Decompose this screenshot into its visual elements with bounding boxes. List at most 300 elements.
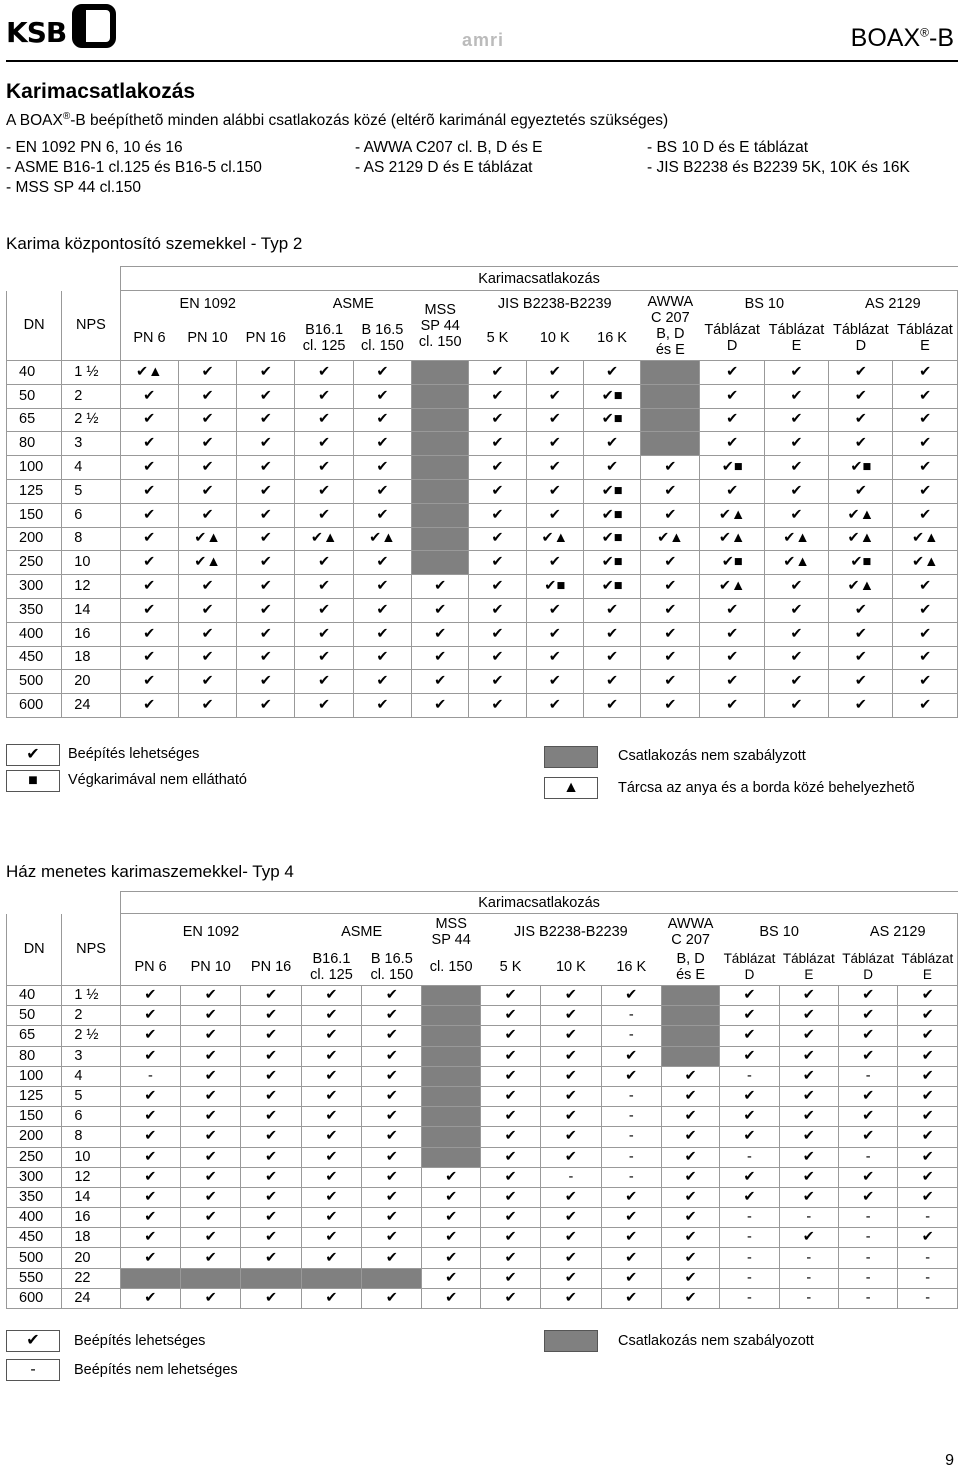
table-cell: ✔▲ — [353, 527, 411, 551]
table-row — [7, 986, 958, 1006]
table-cell: ✔ — [237, 527, 295, 551]
table-cell: ✔ — [764, 384, 828, 408]
table-cell: ✔ — [779, 1086, 838, 1106]
table-cell: ✔ — [469, 670, 526, 694]
cell-nps: 2 — [62, 384, 120, 408]
table-cell: - — [601, 1026, 661, 1046]
table-cell: ✔ — [764, 575, 828, 599]
table-cell: ✔ — [641, 622, 700, 646]
table-cell: ✔ — [362, 1107, 422, 1127]
table-cell: ✔ — [480, 1167, 540, 1187]
section-title-typ2: Karima központosító szemekkel - Typ 2 — [6, 234, 303, 253]
table-cell: ✔ — [898, 1167, 958, 1187]
cell-nps: 2 — [62, 1006, 120, 1026]
table-row — [7, 1086, 958, 1106]
standard-item: - AWWA C207 cl. B, D és E — [355, 139, 543, 156]
standard-item: - BS 10 D és E táblázat — [647, 139, 809, 156]
table-cell: ✔ — [178, 384, 236, 408]
table-cell: ✔■ — [583, 527, 640, 551]
table-cell: ✔ — [541, 1187, 601, 1207]
cell-not-regulated — [412, 503, 469, 527]
table-row — [7, 1107, 958, 1127]
cell-dn: 300 — [7, 1167, 62, 1187]
table-cell: ✔▲ — [829, 575, 893, 599]
table-cell: ✔ — [583, 622, 640, 646]
cell-not-regulated — [641, 432, 700, 456]
table-cell: ✔ — [661, 1268, 719, 1288]
table-cell: ✔ — [295, 384, 353, 408]
header-pn10: PN 10 — [187, 330, 228, 347]
table-cell: ✔ — [422, 1167, 480, 1187]
table-cell: ✔ — [362, 1006, 422, 1026]
cell-not-regulated — [412, 527, 469, 551]
table-cell: ✔ — [526, 551, 583, 575]
table-cell: ✔ — [181, 1208, 241, 1228]
table-cell: ✔ — [237, 456, 295, 480]
table-row — [7, 503, 958, 527]
table-cell: ✔ — [583, 432, 640, 456]
table-cell: ✔ — [295, 456, 353, 480]
table-cell: ✔▲ — [178, 527, 236, 551]
table-cell: ✔ — [301, 1086, 361, 1106]
cell-not-regulated — [412, 551, 469, 575]
page-number: 9 — [945, 1452, 954, 1469]
table-cell: ✔ — [480, 1086, 540, 1106]
table-cell: ✔ — [362, 1187, 422, 1207]
table-cell: ✔ — [893, 479, 958, 503]
table-cell: ✔ — [469, 432, 526, 456]
table-cell: ✔ — [353, 598, 411, 622]
table-cell: ✔ — [295, 598, 353, 622]
cell-not-regulated — [422, 1026, 480, 1046]
table-cell: - — [601, 1086, 661, 1106]
table-cell: ✔▲ — [829, 503, 893, 527]
table-cell: ✔ — [898, 1086, 958, 1106]
table-cell: ✔ — [898, 1026, 958, 1046]
b-logo-icon — [72, 4, 116, 48]
table-cell: ✔ — [839, 1107, 898, 1127]
cell-not-regulated — [641, 361, 700, 385]
table-cell: ✔ — [898, 1066, 958, 1086]
table-cell: - — [839, 1208, 898, 1228]
table-cell: ✔ — [526, 384, 583, 408]
cell-dn: 250 — [7, 1147, 62, 1167]
cell-nps: 22 — [62, 1268, 120, 1288]
table-cell: ✔ — [779, 1127, 838, 1147]
cell-not-regulated — [661, 986, 719, 1006]
header-nps: NPS — [62, 914, 120, 986]
table-cell: - — [839, 1248, 898, 1268]
table-cell: ✔ — [583, 361, 640, 385]
table-cell: ✔ — [237, 408, 295, 432]
table-cell: ✔ — [237, 670, 295, 694]
table-cell: ✔ — [469, 575, 526, 599]
header-pn6: PN 6 — [120, 950, 180, 986]
table-cell: ✔ — [237, 575, 295, 599]
table-cell: ✔ — [764, 456, 828, 480]
table-cell: ✔ — [295, 646, 353, 670]
product-name: BOAX®-B — [850, 24, 954, 52]
table-cell: ✔ — [422, 1208, 480, 1228]
table-cell: ✔ — [641, 598, 700, 622]
table-cell: - — [839, 1288, 898, 1308]
cell-dn: 125 — [7, 479, 62, 503]
section-title-typ4: Ház menetes karimaszemekkel- Typ 4 — [6, 862, 294, 881]
table-cell: ✔ — [541, 986, 601, 1006]
table-cell: ✔ — [601, 1046, 661, 1066]
header-group: Karimacsatlakozás — [120, 267, 957, 291]
header-mss-class: cl. 150 — [429, 959, 473, 976]
table-cell: ✔ — [120, 1107, 180, 1127]
table-cell: ✔ — [301, 1167, 361, 1187]
cell-not-regulated — [412, 432, 469, 456]
cell-dn: 50 — [7, 384, 62, 408]
table-header — [7, 267, 958, 361]
table-cell: ✔ — [541, 1107, 601, 1127]
table-cell: ✔ — [601, 1208, 661, 1228]
table-cell: ✔ — [241, 1147, 301, 1167]
table-cell: ✔▲ — [893, 551, 958, 575]
header-dn: DN — [7, 291, 62, 361]
table-cell: ✔ — [295, 551, 353, 575]
table-cell: ✔ — [181, 1006, 241, 1026]
table-cell: ✔ — [362, 1208, 422, 1228]
table-cell: ✔ — [469, 503, 526, 527]
table-cell: ✔ — [829, 361, 893, 385]
cell-dn: 500 — [7, 670, 62, 694]
cell-dn: 600 — [7, 1288, 62, 1308]
cell-dn: 40 — [7, 361, 62, 385]
table-cell: ✔ — [700, 361, 764, 385]
table-cell: ✔ — [601, 986, 661, 1006]
table-cell: ✔ — [120, 408, 178, 432]
table-cell: ✔ — [583, 694, 640, 718]
table-cell: ✔ — [181, 1086, 241, 1106]
table-cell: ✔ — [480, 1046, 540, 1066]
table-cell: ✔ — [295, 503, 353, 527]
table-cell: ✔ — [700, 646, 764, 670]
table-cell: ✔ — [301, 1187, 361, 1207]
table-cell: ✔ — [526, 479, 583, 503]
table-cell: ✔ — [700, 622, 764, 646]
header-awwa: AWWA C 207 B, D és E — [647, 293, 694, 358]
table-cell: ✔ — [764, 361, 828, 385]
table-cell: ✔▲ — [829, 527, 893, 551]
table-cell: ✔ — [601, 1228, 661, 1248]
cell-not-regulated — [181, 1268, 241, 1288]
table-cell: ✔ — [541, 1248, 601, 1268]
standards-col-3 — [647, 138, 910, 178]
table-cell: ✔ — [779, 1167, 838, 1187]
table-cell: ✔ — [541, 1268, 601, 1288]
table-cell: ✔ — [295, 479, 353, 503]
table-cell: ✔ — [120, 503, 178, 527]
table-row — [7, 598, 958, 622]
table-cell: ✔ — [641, 694, 700, 718]
table-cell: ✔ — [764, 670, 828, 694]
table-cell: ✔ — [241, 1046, 301, 1066]
table-row — [7, 1066, 958, 1086]
cell-not-regulated — [412, 456, 469, 480]
cell-nps: 2 ½ — [62, 408, 120, 432]
table-cell: ✔ — [178, 432, 236, 456]
table-cell: ✔ — [469, 384, 526, 408]
table-cell: ✔ — [469, 361, 526, 385]
table-row — [7, 1268, 958, 1288]
table-cell: ✔ — [720, 1006, 779, 1026]
header-10k: 10 K — [555, 959, 586, 976]
table-cell: ✔ — [898, 1147, 958, 1167]
header-jis: JIS B2238-B2239 — [514, 923, 628, 940]
cell-nps: 6 — [62, 503, 120, 527]
cell-nps: 12 — [62, 1167, 120, 1187]
table-cell: ✔ — [353, 694, 411, 718]
table-cell: ✔ — [898, 1107, 958, 1127]
table-cell: ✔ — [120, 1006, 180, 1026]
table-cell: ✔ — [237, 646, 295, 670]
table-cell: ✔ — [583, 646, 640, 670]
table-cell: ✔ — [700, 598, 764, 622]
header-16k: 16 K — [616, 959, 647, 976]
table-cell: ✔■ — [829, 551, 893, 575]
standard-item: - MSS SP 44 cl.150 — [6, 179, 141, 196]
table-cell: ✔ — [241, 1086, 301, 1106]
table-cell: ✔ — [181, 1026, 241, 1046]
table-cell: ✔ — [412, 622, 469, 646]
table-cell: ✔▲ — [700, 503, 764, 527]
table-cell: ✔ — [661, 1228, 719, 1248]
header-en1092: EN 1092 — [120, 914, 301, 950]
table-cell: ✔ — [120, 432, 178, 456]
cell-nps: 5 — [62, 1086, 120, 1106]
table-cell: ✔■ — [829, 456, 893, 480]
cell-nps: 5 — [62, 479, 120, 503]
cell-not-regulated — [362, 1268, 422, 1288]
cell-not-regulated — [241, 1268, 301, 1288]
table-cell: - — [839, 1066, 898, 1086]
table-cell: ✔■ — [700, 551, 764, 575]
table-cell: - — [720, 1208, 779, 1228]
table-row — [7, 1127, 958, 1147]
legend-triangle-icon: ▲ — [544, 777, 598, 799]
table-cell: ✔ — [412, 575, 469, 599]
table-cell: ✔ — [583, 670, 640, 694]
table-cell: ✔ — [237, 598, 295, 622]
cell-dn: 250 — [7, 551, 62, 575]
table-cell: ✔▲ — [295, 527, 353, 551]
table-cell: ✔ — [480, 1228, 540, 1248]
amri-logo: amri — [462, 30, 505, 50]
header-pn16: PN 16 — [245, 330, 286, 347]
table-cell: ✔ — [422, 1268, 480, 1288]
table-cell: - — [720, 1066, 779, 1086]
table-cell: ✔ — [661, 1147, 719, 1167]
table-cell: ✔ — [120, 456, 178, 480]
table-cell: ✔ — [779, 986, 838, 1006]
table-cell: ✔ — [241, 1006, 301, 1026]
cell-nps: 24 — [62, 1288, 120, 1308]
cell-dn: 200 — [7, 527, 62, 551]
table-cell: ✔ — [526, 694, 583, 718]
cell-not-regulated — [661, 1046, 719, 1066]
table-cell: ✔ — [641, 575, 700, 599]
table-cell: ✔ — [526, 670, 583, 694]
cell-dn: 40 — [7, 986, 62, 1006]
table-cell: ✔ — [178, 456, 236, 480]
table-cell: ✔ — [661, 1127, 719, 1147]
table-cell: ✔ — [181, 1167, 241, 1187]
cell-nps: 10 — [62, 551, 120, 575]
legend-check-icon: ✔ — [6, 744, 60, 766]
table-cell: ✔ — [641, 551, 700, 575]
cell-not-regulated — [661, 1026, 719, 1046]
cell-nps: 1 ½ — [62, 986, 120, 1006]
cell-nps: 16 — [62, 622, 120, 646]
table-cell: ✔ — [641, 670, 700, 694]
table-cell: ✔ — [178, 598, 236, 622]
table-cell: ✔ — [700, 432, 764, 456]
table-row — [7, 1167, 958, 1187]
cell-dn: 150 — [7, 1107, 62, 1127]
table-cell: ✔ — [779, 1006, 838, 1026]
table-cell: ✔ — [541, 1228, 601, 1248]
table-cell: ✔ — [641, 646, 700, 670]
table-cell: ✔ — [301, 1248, 361, 1268]
cell-nps: 12 — [62, 575, 120, 599]
header-asme: ASME — [332, 295, 374, 312]
table-cell: ✔ — [301, 1208, 361, 1228]
table-cell: ✔ — [601, 1187, 661, 1207]
table-row — [7, 670, 958, 694]
table-cell: ✔ — [893, 503, 958, 527]
table-cell: ✔ — [301, 1127, 361, 1147]
table-cell: ✔ — [583, 456, 640, 480]
cell-dn: 400 — [7, 622, 62, 646]
table-cell: ✔ — [893, 646, 958, 670]
table-cell: ✔ — [480, 1268, 540, 1288]
header-divider — [6, 60, 958, 62]
header-as2129: AS 2129 — [829, 291, 958, 317]
table-cell: ✔ — [241, 1107, 301, 1127]
cell-nps: 18 — [62, 646, 120, 670]
cell-nps: 1 ½ — [62, 361, 120, 385]
table-cell: ✔ — [353, 646, 411, 670]
table-cell: ✔ — [120, 1208, 180, 1228]
table-cell: - — [541, 1167, 601, 1187]
table-cell: ✔▲ — [641, 527, 700, 551]
cell-not-regulated — [120, 1268, 180, 1288]
table-cell: ✔ — [412, 646, 469, 670]
page-title: Karimacsatlakozás — [6, 80, 196, 103]
table-cell: ✔ — [178, 479, 236, 503]
table-cell: ✔ — [526, 503, 583, 527]
legend-gray-text: Csatlakozás nem szabályzott — [618, 748, 806, 764]
table-cell: ✔ — [839, 1026, 898, 1046]
table-cell: - — [601, 1127, 661, 1147]
intro-text: A BOAX®-B beépíthetõ minden alábbi csatlakozás közé (eltérõ karimánál egyeztetés szükséges) — [6, 111, 669, 130]
table-cell: ✔ — [469, 551, 526, 575]
table-cell: ✔ — [237, 694, 295, 718]
legend-gray-swatch — [544, 1330, 598, 1352]
table-cell: ✔ — [893, 694, 958, 718]
table-cell: ✔ — [120, 1086, 180, 1106]
cell-dn: 350 — [7, 1187, 62, 1207]
cell-not-regulated — [301, 1268, 361, 1288]
cell-not-regulated — [422, 1147, 480, 1167]
table-cell: ✔ — [120, 598, 178, 622]
cell-nps: 3 — [62, 1046, 120, 1066]
table-cell: ✔ — [779, 1026, 838, 1046]
legend-check-text: Beépítés lehetséges — [74, 1333, 206, 1349]
table-cell: ✔ — [601, 1288, 661, 1308]
table-cell: ✔ — [469, 456, 526, 480]
table-row — [7, 1046, 958, 1066]
cell-dn: 100 — [7, 1066, 62, 1086]
header-pn6: PN 6 — [120, 317, 178, 361]
header-bs10: BS 10 — [759, 923, 799, 940]
table-cell: ✔■ — [583, 551, 640, 575]
table-cell: ✔ — [301, 1288, 361, 1308]
table-cell: ✔ — [178, 408, 236, 432]
table-cell: ✔ — [362, 1147, 422, 1167]
cell-not-regulated — [422, 1006, 480, 1026]
table-cell: ✔ — [181, 1288, 241, 1308]
table-cell: ✔ — [181, 1066, 241, 1086]
table-cell: ✔ — [641, 456, 700, 480]
table-cell: ✔ — [893, 575, 958, 599]
table-cell: ✔ — [422, 1187, 480, 1207]
table-body — [7, 986, 958, 1309]
table-cell: ✔ — [700, 694, 764, 718]
table-cell: ✔ — [700, 670, 764, 694]
cell-not-regulated — [422, 1046, 480, 1066]
table-cell: ✔ — [764, 598, 828, 622]
header-bs-d: Táblázat D — [704, 322, 760, 355]
table-cell: ✔ — [237, 432, 295, 456]
table-cell: ✔ — [301, 1107, 361, 1127]
cell-nps: 24 — [62, 694, 120, 718]
table-cell: - — [601, 1107, 661, 1127]
table-row — [7, 432, 958, 456]
table-cell: ✔ — [237, 622, 295, 646]
table-cell: ✔ — [178, 622, 236, 646]
standard-item: - AS 2129 D és E táblázat — [355, 159, 533, 176]
table-body — [7, 361, 958, 718]
header-b165: B 16.5 cl. 150 — [361, 322, 404, 355]
table-cell: ✔ — [362, 1167, 422, 1187]
table-cell: ✔ — [120, 575, 178, 599]
table-cell: ✔■ — [700, 456, 764, 480]
table-cell: ✔■ — [583, 575, 640, 599]
table-cell: ✔ — [526, 408, 583, 432]
header-as-d: Táblázat D — [842, 951, 895, 983]
table-cell: ✔ — [181, 1248, 241, 1268]
table-cell: ✔ — [898, 986, 958, 1006]
table-cell: ✔▲ — [700, 527, 764, 551]
table-cell: ✔ — [301, 1066, 361, 1086]
table-cell: ✔■ — [583, 384, 640, 408]
table-cell: ✔ — [353, 384, 411, 408]
table-cell: ✔■ — [583, 408, 640, 432]
table-cell: - — [839, 1228, 898, 1248]
header-as-e: Táblázat E — [898, 950, 958, 986]
header-bs-e: Táblázat E — [782, 951, 835, 983]
header-awwa: AWWA C 207 — [667, 915, 714, 948]
table-cell: ✔ — [764, 622, 828, 646]
flange-table-typ2 — [6, 266, 958, 718]
table-cell: ✔ — [898, 1006, 958, 1026]
legend-gray-swatch — [544, 746, 598, 768]
